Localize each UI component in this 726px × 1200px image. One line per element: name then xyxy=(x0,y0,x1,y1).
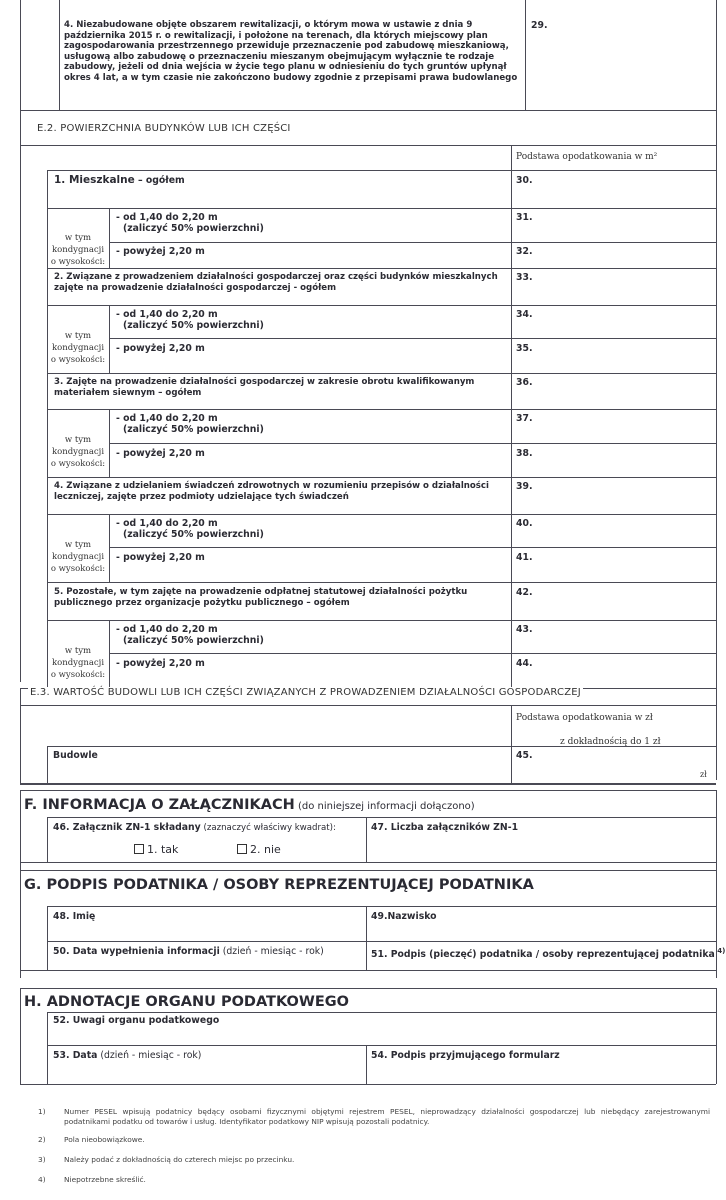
field-54-input[interactable] xyxy=(368,1062,714,1082)
h-left-border xyxy=(20,988,21,1084)
row-line xyxy=(109,547,716,548)
row-line xyxy=(47,477,716,478)
field-41-number: 41. xyxy=(516,552,533,563)
footnote-2-number: 2) xyxy=(38,1135,46,1144)
in-label: w tym kondygnacji o wysokości: xyxy=(50,233,106,267)
e3-left-border xyxy=(20,688,21,783)
footnote-1-text: Numer PESEL wpisują podatnicy będący osobami fizycznymi objętymi rejestrem PESEL, nieprowadzący działalności gospodarczej lub niebędący zarejestrowanymi podatnikami podatku od towarów i usług. Identyfikator podatkowy NIP wpisują pozostali podatnicy. xyxy=(64,1107,710,1126)
footnote-3-number: 3) xyxy=(38,1155,46,1164)
h-right-border xyxy=(716,988,717,1084)
field-47-label: 47. Liczba załączników ZN-1 xyxy=(371,822,519,833)
footnote-4-text: Niepotrzebne skreślić. xyxy=(64,1175,146,1184)
row-line xyxy=(20,970,716,971)
footnote-3-text: Należy podać z dokładnością do czterech miejsc po przecinku. xyxy=(64,1155,295,1164)
g-divider xyxy=(366,906,367,970)
g-right-border xyxy=(716,870,717,978)
subrow-divider xyxy=(109,514,110,582)
field-36-number: 36. xyxy=(516,377,533,388)
row-line xyxy=(20,1084,716,1085)
sub-label-a-note: (zaliczyć 50% powierzchni) xyxy=(123,635,264,646)
row-line xyxy=(20,870,716,871)
sub-label-a: - od 1,40 do 2,20 m xyxy=(116,518,218,529)
row-line xyxy=(47,268,716,269)
row-line xyxy=(47,582,716,583)
sub-label-a-note: (zaliczyć 50% powierzchni) xyxy=(123,223,264,234)
e2-item-4-label: 4. Związane z udzielaniem świadczeń zdrowotnych w rozumieniu przepisów o działalności leczniczej, zajęte przez podmioty udzielające tych świadczeń xyxy=(54,481,489,502)
field-31-number: 31. xyxy=(516,212,533,223)
g-inner-left-border xyxy=(47,906,48,970)
subrow-divider xyxy=(109,305,110,373)
field-54-label: 54. Podpis przyjmującego formularz xyxy=(371,1050,560,1061)
e2-item-3-label: 3. Zajęte na prowadzenie działalności gospodarczej w zakresie obrotu kwalifikowanym materiałem siewnym – ogółem xyxy=(54,377,475,398)
row-line xyxy=(47,208,716,209)
sub-label-a-note: (zaliczyć 50% powierzchni) xyxy=(123,424,264,435)
row-line xyxy=(20,110,716,111)
row-line xyxy=(47,817,716,818)
checkbox-yes[interactable] xyxy=(134,844,144,854)
sub-label-b: - powyżej 2,20 m xyxy=(116,552,205,563)
e2-item-1-label: 1. Mieszkalne – ogółem xyxy=(54,174,185,186)
e3-column-header: Podstawa opodatkowania w zł xyxy=(516,713,653,723)
row-line xyxy=(47,746,716,747)
field-40-number: 40. xyxy=(516,518,533,529)
field-51-input[interactable] xyxy=(368,957,714,969)
row-line xyxy=(47,1045,716,1046)
f-inner-left-border xyxy=(47,817,48,862)
option-yes[interactable]: 1. tak xyxy=(134,843,178,856)
row-line xyxy=(47,170,716,171)
f-left-border xyxy=(20,790,21,870)
field-51-label: 51. Podpis (pieczęć) podatnika / osoby reprezentującej podatnika $^{4)}$ xyxy=(371,947,726,961)
g-left-border xyxy=(20,870,21,978)
section-h-title: H. ADNOTACJE ORGANU PODATKOWEGO xyxy=(24,994,349,1010)
row-line xyxy=(20,783,716,785)
sub-label-a: - od 1,40 do 2,20 m xyxy=(116,212,218,223)
field-50-label: 50. Data wypełnienia informacji (dzień - miesiąc - rok) xyxy=(53,946,324,957)
h-divider xyxy=(366,1045,367,1084)
e2-item-2-label: 2. Związane z prowadzeniem działalności gospodarczej oraz części budynków mieszkalnych zajęte na prowadzenie działalności gospodarczej - ogółem xyxy=(54,272,498,293)
option-no[interactable]: 2. nie xyxy=(237,843,281,856)
field-47-input[interactable] xyxy=(368,834,714,861)
sub-label-a-note: (zaliczyć 50% powierzchni) xyxy=(123,320,264,331)
row-line xyxy=(109,653,716,654)
top-row-indent-line xyxy=(59,0,60,110)
e2-item-5-label: 5. Pozostałe, w tym zajęte na prowadzenie odpłatnej statutowej działalności pożytku publicznego przez organizacje pożytku publicznego – ogółem xyxy=(54,587,468,608)
row-line xyxy=(20,988,716,989)
f-right-border xyxy=(716,790,717,870)
field-45-number: 45. xyxy=(516,750,533,761)
field-37-number: 37. xyxy=(516,413,533,424)
row-line xyxy=(20,145,716,146)
outer-left-border xyxy=(20,0,21,682)
f-divider xyxy=(366,817,367,862)
section-g-title: G. PODPIS PODATNIKA / OSOBY REPREZENTUJĄCEJ PODATNIKA xyxy=(24,877,534,893)
subrow-divider xyxy=(109,620,110,688)
section-f-title: F. INFORMACJA O ZAŁĄCZNIKACH (do niniejszej informacji dołączono) xyxy=(24,797,475,813)
h-inner-left-border xyxy=(47,1012,48,1084)
row-line xyxy=(20,790,716,791)
field-42-number: 42. xyxy=(516,587,533,598)
field-53-input[interactable] xyxy=(49,1062,364,1082)
in-label: w tym kondygnacji o wysokości: xyxy=(50,646,106,680)
sub-label-a: - od 1,40 do 2,20 m xyxy=(116,413,218,424)
row-line xyxy=(47,906,716,907)
field-29-number: 29. xyxy=(531,20,548,31)
field-49-label: 49.Nazwisko xyxy=(371,911,437,922)
field-43-number: 43. xyxy=(516,624,533,635)
sub-label-a: - od 1,40 do 2,20 m xyxy=(116,624,218,635)
field-45-unit: zł xyxy=(700,770,707,779)
field-44-number: 44. xyxy=(516,658,533,669)
in-label: w tym kondygnacji o wysokości: xyxy=(50,540,106,574)
row-line xyxy=(47,941,716,942)
field-33-number: 33. xyxy=(516,272,533,283)
field-48-input[interactable] xyxy=(49,922,364,940)
row-line xyxy=(47,373,716,374)
field-49-input[interactable] xyxy=(368,922,714,940)
section-e3-title: E.3. WARTOŚĆ BUDOWLI LUB ICH CZĘŚCI ZWIĄZANYCH Z PROWADZENIEM DZIAŁALNOŚCI GOSPODARCZEJ xyxy=(30,687,581,698)
e2-value-column-divider xyxy=(511,145,512,688)
row-line xyxy=(109,443,716,444)
field-52-label: 52. Uwagi organu podatkowego xyxy=(53,1015,220,1026)
row-line xyxy=(47,409,716,410)
row-line xyxy=(47,305,716,306)
section-e2-title: E.2. POWIERZCHNIA BUDYNKÓW LUB ICH CZĘŚCI xyxy=(37,123,291,134)
field-50-input[interactable] xyxy=(49,957,364,969)
row-line xyxy=(47,514,716,515)
e3-column-header-precision: z dokładnością do 1 zł xyxy=(560,737,661,747)
row-line xyxy=(47,1012,716,1013)
field-34-number: 34. xyxy=(516,309,533,320)
sub-label-b: - powyżej 2,20 m xyxy=(116,448,205,459)
field-39-number: 39. xyxy=(516,481,533,492)
row-line xyxy=(20,862,716,863)
field-30-number: 30. xyxy=(516,175,533,186)
field-32-number: 32. xyxy=(516,246,533,257)
sub-label-b: - powyżej 2,20 m xyxy=(116,343,205,354)
row-line xyxy=(20,705,716,706)
in-label: w tym kondygnacji o wysokości: xyxy=(50,435,106,469)
sub-label-b: - powyżej 2,20 m xyxy=(116,246,205,257)
field-52-input[interactable] xyxy=(49,1027,714,1044)
field-45-input[interactable] xyxy=(512,761,697,781)
sub-label-a: - od 1,40 do 2,20 m xyxy=(116,309,218,320)
top-item-4-text: 4. Niezabudowane objęte obszarem rewitalizacji, o którym mowa w ustawie z dnia 9 października 2015 r. o rewitalizacji, i położone na terenach, dla których miejscowy plan zagospodarowania przestrzennego przewiduje przeznaczenie pod zabudowę mieszkaniową, usługową albo zabudowę o przeznaczeniu mieszanym obejmującym wyłącznie te rodzaje zabudowy, jeżeli od dnia wejścia w życie tego planu w odniesieniu do tych gruntów upłynął okres 4 lat, a w tym czasie nie zakończono budowy zgodnie z przepisami prawa budowlanego xyxy=(64,20,518,83)
footnote-2-text: Pola nieobowiązkowe. xyxy=(64,1135,145,1144)
checkbox-no[interactable] xyxy=(237,844,247,854)
top-row-divider xyxy=(525,0,526,110)
row-line xyxy=(109,242,716,243)
field-38-number: 38. xyxy=(516,448,533,459)
field-53-label: 53. Data (dzień - miesiąc - rok) xyxy=(53,1050,202,1061)
sub-label-b: - powyżej 2,20 m xyxy=(116,658,205,669)
field-48-label: 48. Imię xyxy=(53,911,96,922)
e3-inner-left-border xyxy=(47,746,48,783)
row-line xyxy=(47,620,716,621)
field-35-number: 35. xyxy=(516,343,533,354)
footnote-1-number: 1) xyxy=(38,1107,46,1116)
buildings-label: Budowle xyxy=(53,750,98,761)
outer-right-border xyxy=(716,0,717,780)
subrow-divider xyxy=(109,208,110,268)
footnote-4-number: 4) xyxy=(38,1175,46,1184)
e2-column-header: Podstawa opodatkowania w m² xyxy=(516,152,658,162)
in-label: w tym kondygnacji o wysokości: xyxy=(50,331,106,365)
sub-label-a-note: (zaliczyć 50% powierzchni) xyxy=(123,529,264,540)
field-46-label: 46. Załącznik ZN-1 składany (zaznaczyć właściwy kwadrat): xyxy=(53,822,336,833)
row-line xyxy=(109,338,716,339)
